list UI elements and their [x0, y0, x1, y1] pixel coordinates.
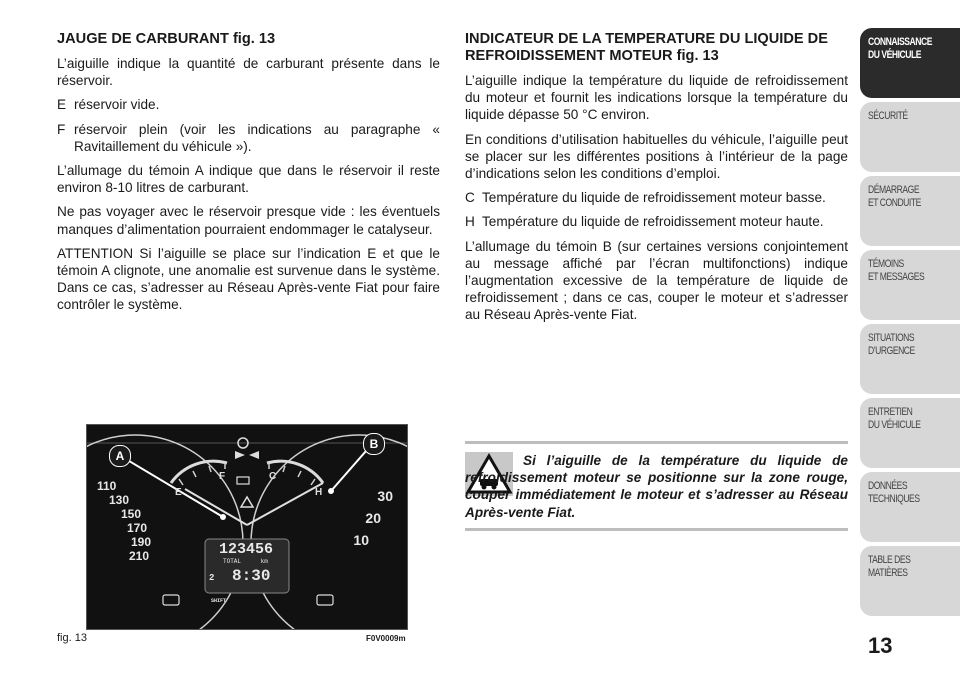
tab-table-des-matieres[interactable]	[860, 546, 960, 616]
list-item	[465, 213, 848, 230]
temp-paragraph-1: L’aiguille indique la température du liquide de refroidissement du moteur et fournit les indications lorsque la température du liquide dépasse 50 °C environ.	[465, 73, 848, 123]
list-key: C	[465, 190, 475, 206]
speed-scale	[93, 479, 159, 563]
warning-text: Si l’aiguille de la température du liquide de refroidissement moteur se positionne sur la zone rouge, couper immédiatement le moteur et s’adresser au Réseau Après-vente Fiat.	[465, 453, 848, 520]
rpm-tick: 10	[353, 532, 369, 548]
tab-connaissance-du-vehicule[interactable]	[860, 28, 960, 98]
tab-label: ENTRETIEN DU VÉHICULE	[868, 406, 921, 431]
speed-tick: 190	[131, 535, 152, 549]
figure-caption: fig. 13	[57, 632, 87, 644]
tab-label: DONNÉES TECHNIQUES	[868, 480, 920, 505]
speed-tick: 150	[121, 507, 142, 521]
list-key: F	[57, 121, 66, 137]
list-key: H	[465, 214, 475, 230]
instrument-cluster-figure	[86, 424, 408, 630]
list-item	[57, 121, 440, 155]
odometer-unit: km	[260, 558, 268, 565]
list-item	[465, 189, 848, 206]
right-column	[465, 31, 848, 331]
label-b: B	[369, 437, 379, 451]
odometer-value: 123456	[219, 541, 274, 558]
list-item	[57, 96, 440, 113]
fuel-paragraph-2: Ne pas voyager avec le réservoir presque vide : les éventuels manques d’alimentation pourraient endommager le catalyseur.	[57, 204, 440, 237]
label-a: A	[115, 449, 125, 463]
speed-tick: 130	[109, 493, 130, 507]
tab-situations-d-urgence[interactable]	[860, 324, 960, 394]
figure-code: F0V0009m	[366, 634, 406, 643]
fuel-gauge-heading: JAUGE DE CARBURANT fig. 13	[57, 31, 276, 47]
label-a-marker	[109, 445, 131, 467]
odometer-meta	[209, 558, 287, 566]
gauge-e-label: E	[175, 487, 182, 498]
speed-tick: 210	[129, 549, 150, 563]
fuel-paragraph-1: L’allumage du témoin A indique que dans le réservoir il reste environ 8-10 litres de carburant.	[57, 163, 440, 196]
list-text: Température du liquide de refroidissement moteur haute.	[482, 214, 824, 230]
warning-rule-bottom	[465, 528, 848, 531]
clock-row	[209, 566, 287, 611]
chapter-sidebar	[860, 28, 960, 620]
list-text: réservoir vide.	[74, 97, 160, 113]
temp-paragraph-3: L’allumage du témoin B (sur certaines versions conjointement au message affiché par l’écran multifonctions) indique l’augmentation excessive de la température de liquide de refroidissement ; dans ce cas, couper le moteur et s’adresser au Réseau Après-vente Fiat.	[465, 238, 848, 323]
temperature-gauge-heading: INDICATEUR DE LA TEMPERATURE DU LIQUIDE DE REFROIDISSEMENT MOTEUR fig. 13	[465, 31, 828, 64]
tab-temoins-et-messages[interactable]	[860, 250, 960, 320]
gauge-c-label: C	[269, 471, 277, 482]
clock-prefix: 2	[209, 573, 215, 583]
tab-label: CONNAISSANCE DU VÉHICULE	[868, 36, 932, 61]
tab-entretien-du-vehicule[interactable]	[860, 398, 960, 468]
rpm-tick: 30	[377, 488, 393, 504]
warning-rule-top	[465, 441, 848, 444]
tab-donnees-techniques[interactable]	[860, 472, 960, 542]
list-key: E	[57, 97, 67, 113]
fuel-intro: L’aiguille indique la quantité de carburant présente dans le réservoir.	[57, 56, 440, 89]
list-text: Température du liquide de refroidissement moteur basse.	[482, 190, 826, 206]
speed-tick: 170	[127, 521, 148, 535]
label-b-marker	[363, 433, 385, 455]
rpm-tick: 20	[365, 510, 381, 526]
speed-tick: 110	[97, 479, 117, 493]
tab-demarrage-et-conduite[interactable]	[860, 176, 960, 246]
temp-paragraph-2: En conditions d’utilisation habituelles du véhicule, l’aiguille peut se placer sur les différentes positions à l’intérieur de la page d’indications selon les conditions d’emploi.	[465, 131, 848, 182]
gauge-h-label: H	[315, 487, 323, 498]
tab-label: SÉCURITÉ	[868, 110, 908, 122]
fuel-paragraph-3: ATTENTION Si l’aiguille se place sur l’indication E et que le témoin A clignote, une anomalie est survenue dans le système. Dans ce cas, s’adresser au Réseau Après-vente Fiat pour faire contrôler le système.	[57, 245, 440, 313]
left-column	[57, 31, 440, 321]
tab-label: SITUATIONS D’URGENCE	[868, 332, 915, 357]
tab-label: TABLE DES MATIÈRES	[868, 554, 911, 579]
odometer-total: TOTAL	[223, 558, 242, 565]
clock-value: 8:30	[232, 567, 271, 585]
gauge-f-label: F	[219, 471, 226, 482]
list-text: réservoir plein (voir les indications au paragraphe « Ravitaillement du véhicule »).	[74, 121, 440, 154]
multifunction-display	[209, 541, 287, 611]
tab-label: TÉMOINS ET MESSAGES	[868, 258, 925, 283]
rpm-scale	[339, 485, 399, 551]
tab-label: DÉMARRAGE ET CONDUITE	[868, 184, 921, 209]
tab-securite[interactable]	[860, 102, 960, 172]
page-number: 13	[868, 633, 893, 658]
shift-indicator: SHIFT	[211, 598, 227, 604]
